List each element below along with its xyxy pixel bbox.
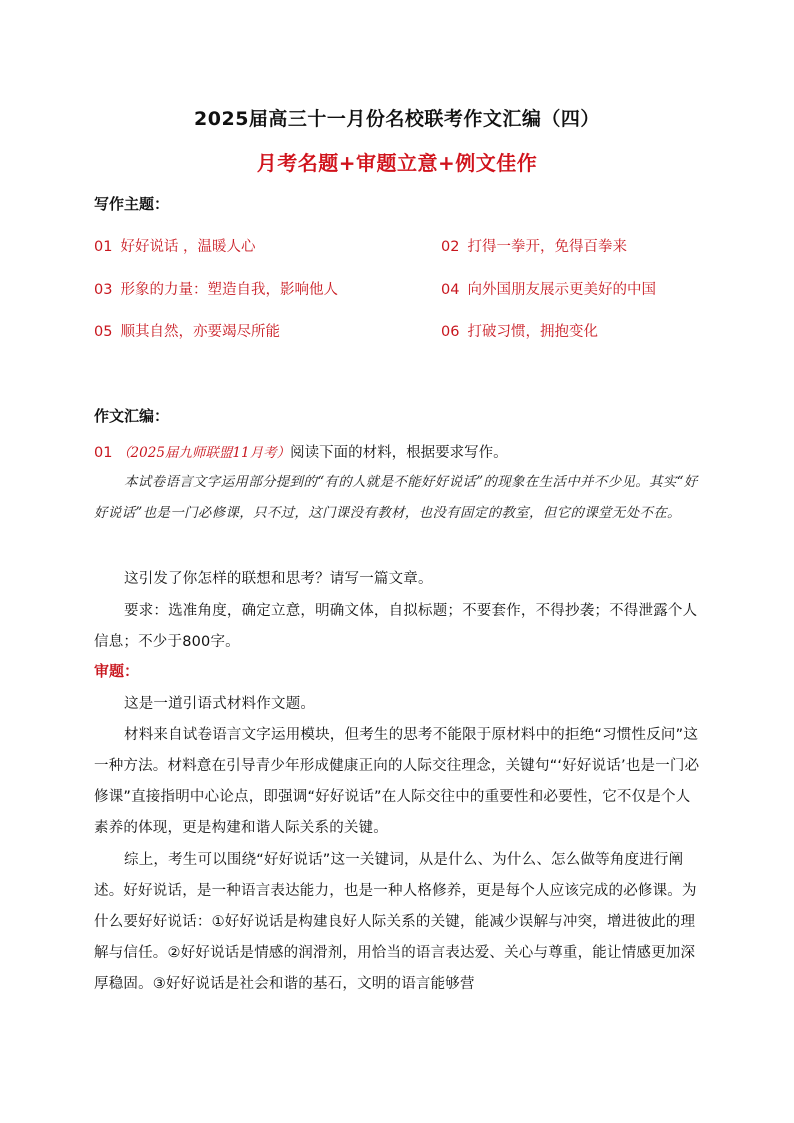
essay-prompt: 这引发了你怎样的联想和思考？请写一篇文章。 xyxy=(124,571,433,587)
topic-number: 03 xyxy=(94,282,113,298)
topic-text: 向外国朋友展示更美好的中国 xyxy=(467,282,656,298)
topic-item xyxy=(94,235,256,256)
topic-item xyxy=(441,235,627,256)
essay-requirements: 要求：选准角度，确定立意，明确文体，自拟标题；不要套作，不得抄袭；不得泄露个人信息；不少于800字。 xyxy=(94,603,698,650)
essay-number: 01 xyxy=(94,445,113,461)
analysis-paragraph: 这是一道引语式材料作文题。 xyxy=(124,696,316,712)
essay-intro xyxy=(94,441,508,462)
document-title: 2025届高三十一月份名校联考作文汇编（四） xyxy=(194,108,600,130)
topic-text: 形象的力量：塑造自我，影响他人 xyxy=(120,282,338,298)
topic-number: 01 xyxy=(94,239,113,255)
topic-item xyxy=(94,320,280,341)
topic-item xyxy=(441,278,656,299)
topic-text: 顺其自然，亦要竭尽所能 xyxy=(120,324,280,340)
topic-item xyxy=(94,278,338,299)
topic-text: 好好说话 ，温暖人心 xyxy=(120,239,256,255)
analysis-label: 审题： xyxy=(94,662,140,680)
topic-text: 打破习惯，拥抱变化 xyxy=(467,324,598,340)
topic-number: 06 xyxy=(441,324,460,340)
analysis-paragraph: 材料来自试卷语言文字运用模块，但考生的思考不能限于原材料中的拒绝“习惯性反问”这一种方法。材料意在引导青少年形成健康正向的人际交往理念，关键句“‘好好说话’也是一门必修课”直接指明中心论点，即强调“好好说话”在人际交往中的重要性和必要性，它不仅是个人素养的体现，更是构建和谐人际关系的关键。 xyxy=(94,727,700,836)
topics-label: 写作主题： xyxy=(94,195,170,213)
topic-item xyxy=(441,320,598,341)
analysis-paragraph: 综上，考生可以围绕“好好说话”这一关键词，从是什么、为什么、怎么做等角度进行阐述。好好说话，是一种语言表达能力，也是一种人格修养，更是每个人应该完成的必修课。为什么要好好说话：①好好说话是构建良好人际关系的关键，能减少误解与冲突，增进彼此的理解与信任。②好好说话是情感的润滑剂，用恰当的语言表达爱、关心与尊重，能让情感更加深厚稳固。③好好说话是社会和谐的基石，文明的语言能够营 xyxy=(94,852,697,992)
topic-text: 打得一拳开，免得百拳来 xyxy=(467,239,627,255)
topic-number: 04 xyxy=(441,282,460,298)
essay-material: 本试卷语言文字运用部分提到的“有的人就是不能好好说话”的现象在生活中并不少见。其实“好好说话”也是一门必修课，只不过，这门课没有教材，也没有固定的教室，但它的课堂无处不在。 xyxy=(94,474,698,521)
topic-number: 05 xyxy=(94,324,113,340)
essays-label: 作文汇编： xyxy=(94,407,170,425)
essay-source: （2025届九师联盟11月考） xyxy=(117,445,291,461)
topic-number: 02 xyxy=(441,239,460,255)
document-subtitle: 月考名题+审题立意+例文佳作 xyxy=(256,151,538,175)
essay-instruction: 阅读下面的材料，根据要求写作。 xyxy=(290,445,508,461)
